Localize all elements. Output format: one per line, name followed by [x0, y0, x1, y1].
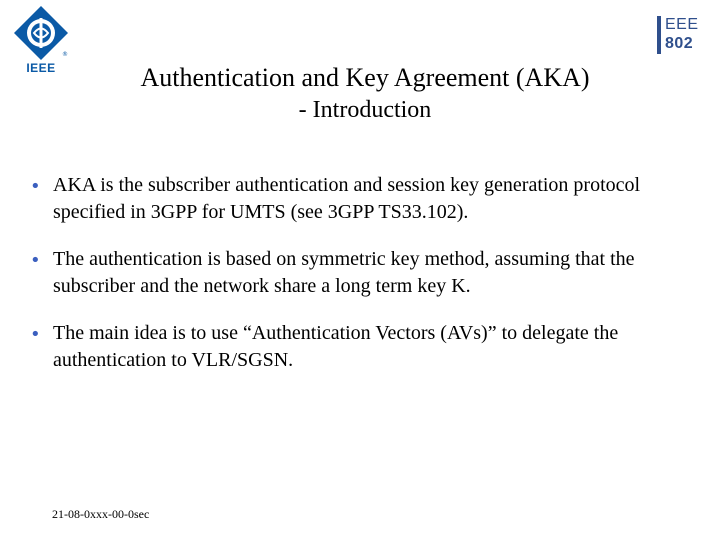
ieee-802-logo-bar: [657, 16, 661, 54]
ieee-802-logo-line2: 802: [665, 35, 694, 52]
bullet-list: [28, 172, 698, 394]
bullet-text: AKA is the subscriber authentication and session key generation protocol specified in 3GPP for UMTS (see 3GPP TS33.102).: [53, 174, 641, 223]
ieee-diamond-logo-icon: [10, 4, 72, 62]
bullet-marker: •: [30, 324, 41, 345]
ieee-802-logo: [657, 14, 703, 56]
slide-subtitle: - Introduction: [298, 97, 432, 123]
bullet-item: [28, 320, 698, 374]
bullet-item: [28, 246, 698, 300]
ieee-802-logo-line1: EEE: [665, 16, 699, 33]
bullet-marker: •: [30, 176, 41, 197]
bullet-item: [28, 172, 698, 226]
bullet-marker: •: [30, 250, 41, 271]
bullet-text: The main idea is to use “Authentication Vectors (AVs)” to delegate the authentication to VLR/SGSN.: [53, 322, 619, 371]
slide-title: Authentication and Key Agreement (AKA): [140, 63, 590, 92]
bullet-text: The authentication is based on symmetric key method, assuming that the subscriber and the network share a long term key K.: [53, 248, 635, 297]
slide-footer: 21-08-0xxx-00-0sec: [52, 507, 150, 521]
svg-text:®: ®: [62, 51, 68, 58]
ieee-logo-text: IEEE: [26, 61, 56, 75]
